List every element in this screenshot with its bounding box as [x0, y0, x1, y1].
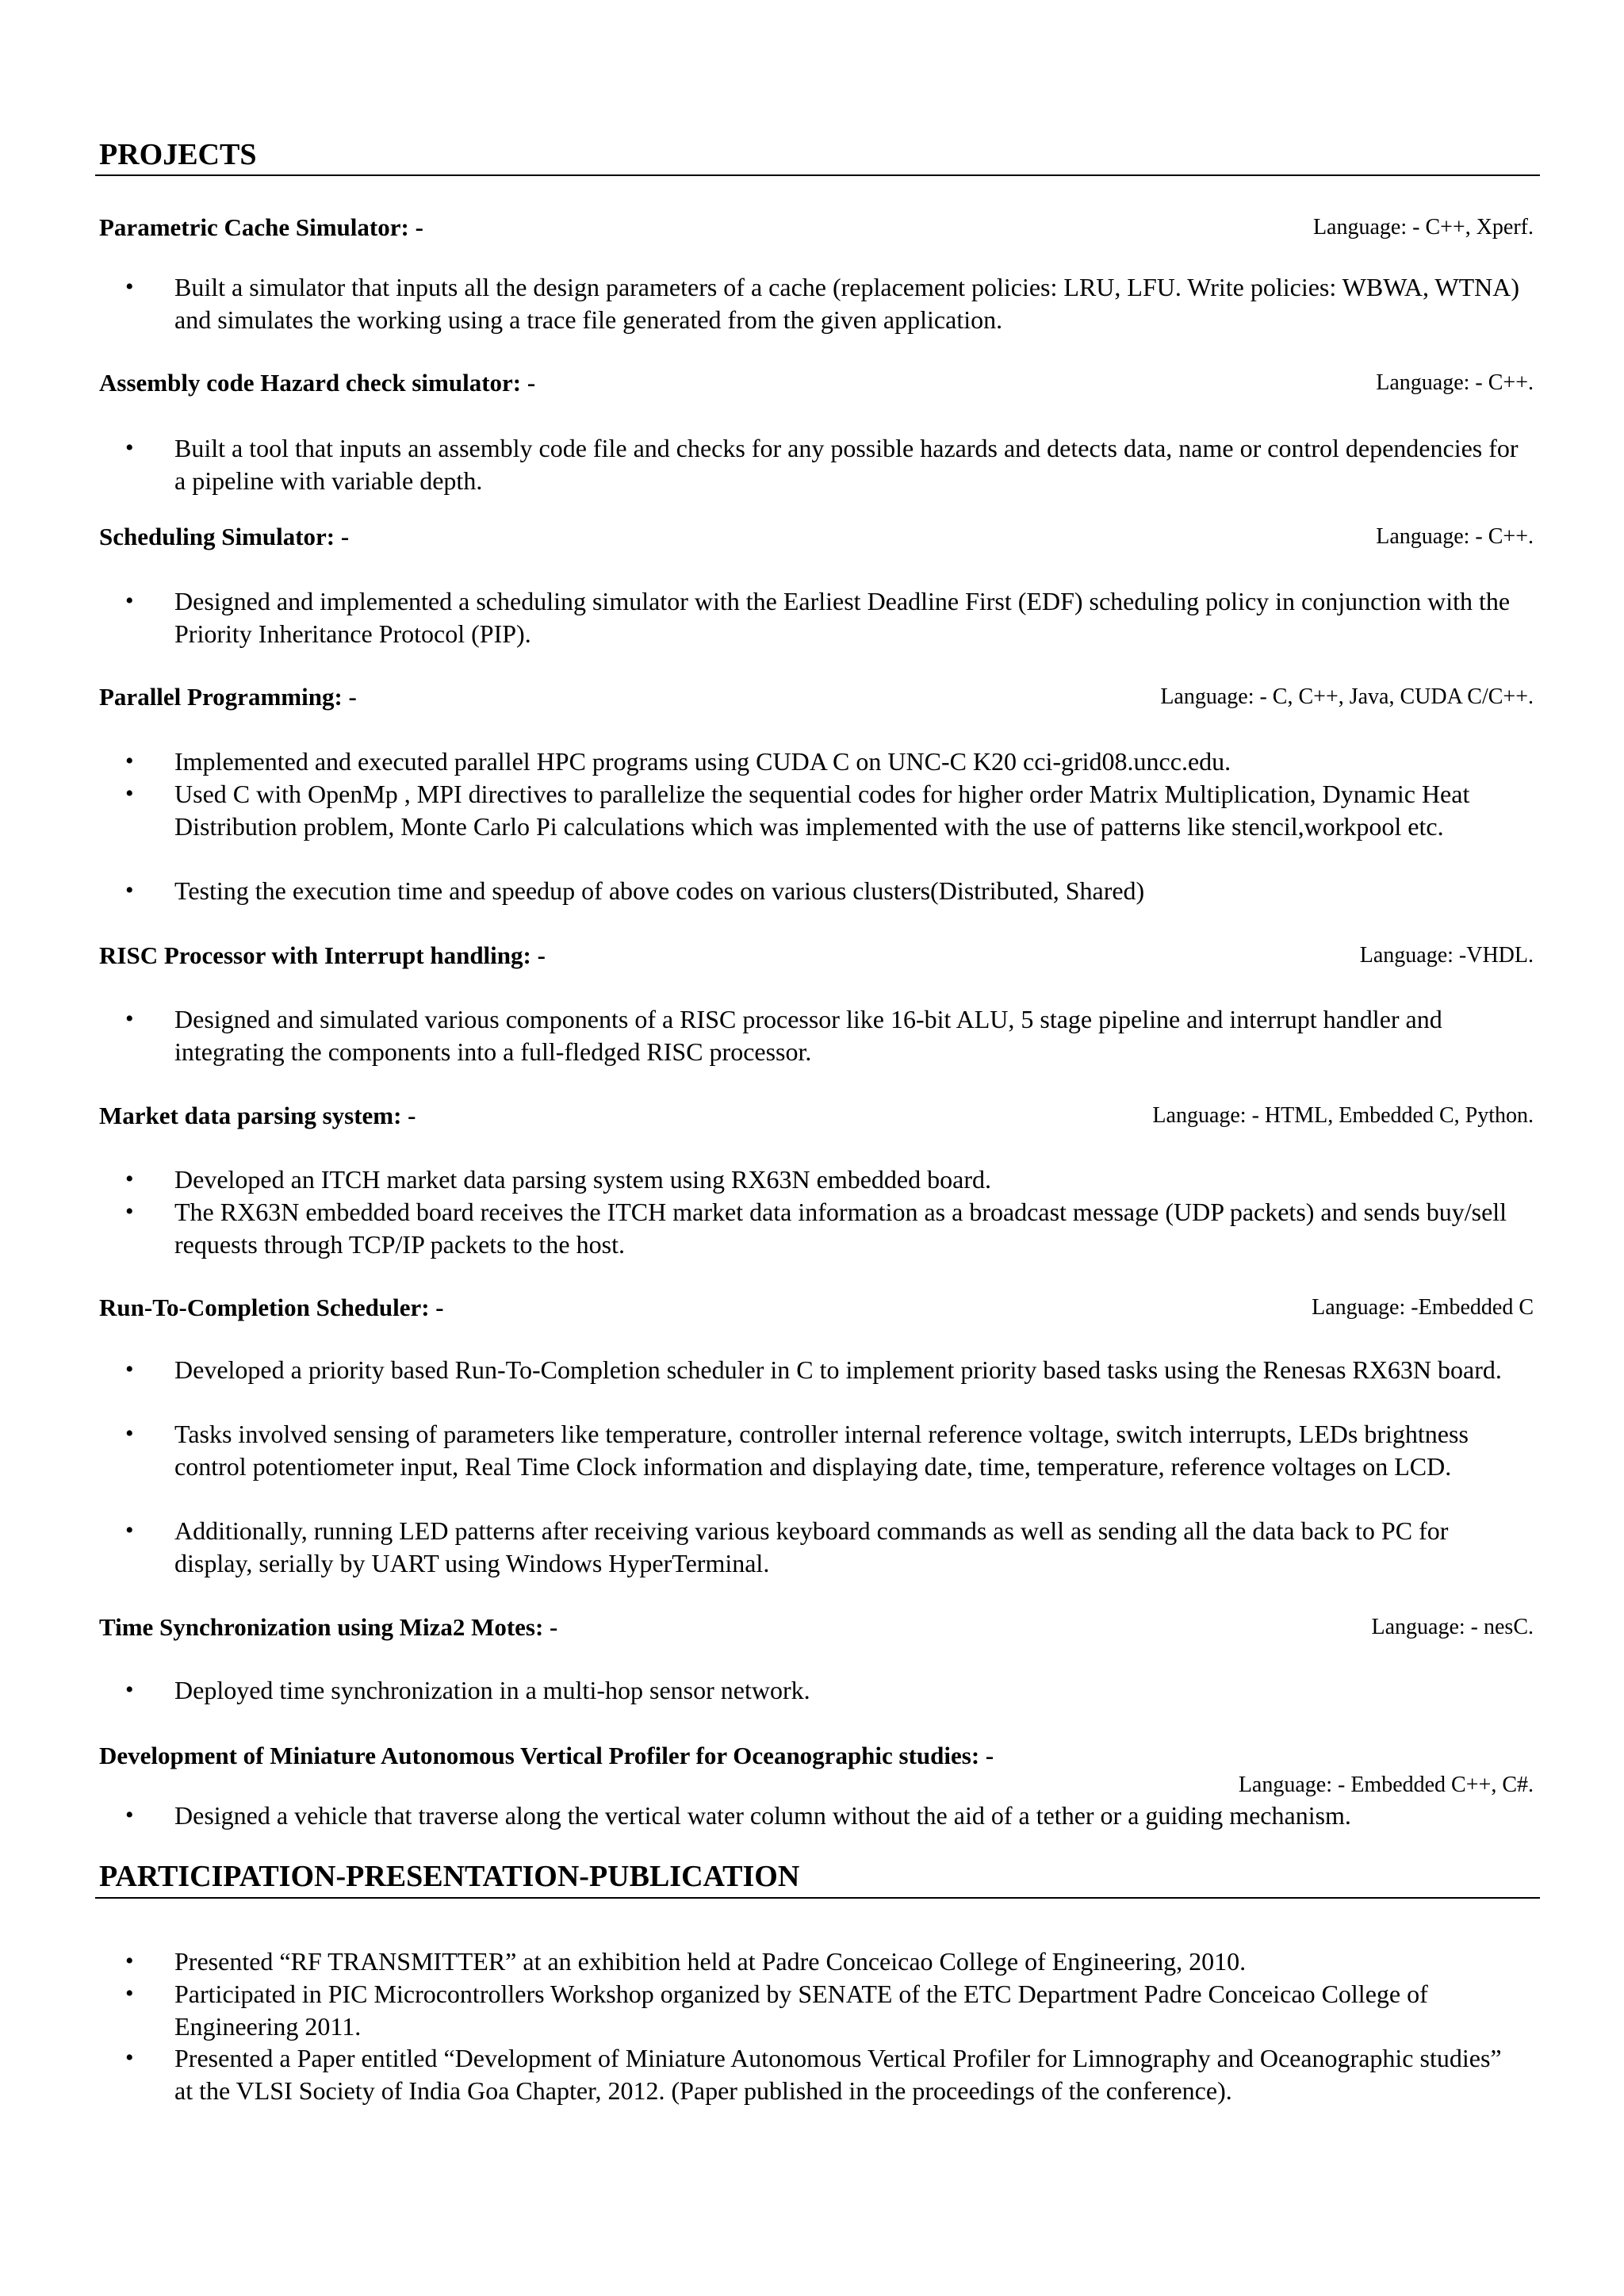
bullet-text: Deployed time synchronization in a multi-hop sensor network. [174, 1676, 810, 1704]
project-title: Scheduling Simulator: - [99, 523, 350, 550]
list-item [125, 1800, 1521, 1832]
project-language: Language: - C++. [1376, 370, 1534, 395]
project-language: Language: - C, C++, Java, CUDA C/C++. [1160, 684, 1534, 709]
project-language: Language: - Embedded C++, C#. [1238, 1773, 1534, 1797]
bullet-glyph: • [125, 1356, 134, 1382]
bullet-glyph: • [125, 1166, 134, 1192]
project-language: Language: - C++. [1376, 524, 1534, 549]
section-divider [95, 1897, 1540, 1899]
list-item [125, 1163, 1521, 1196]
list-item [125, 1945, 1521, 1978]
list-item [125, 2042, 1521, 2106]
bullet-text: Built a tool that inputs an assembly code file and checks for any possible hazards and detects data, name or control dependencies for a pipeline with variable depth. [174, 434, 1519, 495]
bullet-text: Built a simulator that inputs all the design parameters of a cache (replacement policies: LRU, LFU. Write policies: WBWA, WTNA) and simulates the working using a trace file generated from the given application. [174, 273, 1520, 334]
list-item [125, 585, 1521, 650]
list-item [125, 1354, 1521, 1386]
bullet-glyph: • [125, 780, 134, 807]
bullet-text: Tasks involved sensing of parameters like temperature, controller internal reference voltage, switch interrupts, LEDs brightness control potentiometer input, Real Time Clock information and displaying date, time, temperature, reference voltages on LCD. [174, 1420, 1469, 1481]
section-divider [95, 174, 1540, 176]
bullet-text: Additionally, running LED patterns after receiving various keyboard commands as well as sending all the data back to PC for display, serially by UART using Windows HyperTerminal. [174, 1516, 1449, 1577]
project-language: Language: -VHDL. [1359, 943, 1534, 968]
bullet-text: Testing the execution time and speedup of above codes on various clusters(Distributed, Shared) [174, 876, 1145, 905]
bullet-glyph: • [125, 2045, 134, 2071]
bullet-glyph: • [125, 588, 134, 614]
bullet-text: Designed a vehicle that traverse along the vertical water column without the aid of a tether or a guiding mechanism. [174, 1801, 1351, 1830]
bullet-glyph: • [125, 1677, 134, 1703]
bullet-text: Implemented and executed parallel HPC programs using CUDA C on UNC-C K20 cci-grid08.uncc.edu. [174, 747, 1231, 776]
bullet-glyph: • [125, 274, 134, 300]
list-item [125, 1674, 1521, 1707]
bullet-text: Designed and simulated various components of a RISC processor like 16-bit ALU, 5 stage pipeline and interrupt handler and integrating the components into a full-fledged RISC processor. [174, 1005, 1442, 1066]
bullet-text: Presented “RF TRANSMITTER” at an exhibition held at Padre Conceicao College of Engineering, 2010. [174, 1947, 1247, 1976]
list-item [125, 271, 1521, 335]
list-item [125, 778, 1521, 842]
project-title: Market data parsing system: - [99, 1102, 416, 1129]
bullet-glyph: • [125, 1006, 134, 1032]
bullet-text: Developed an ITCH market data parsing system using RX63N embedded board. [174, 1165, 991, 1194]
bullet-text: Participated in PIC Microcontrollers Workshop organized by SENATE of the ETC Department Padre Conceicao College of Engineering 2011. [174, 1980, 1428, 2041]
bullet-text: The RX63N embedded board receives the ITCH market data information as a broadcast message (UDP packets) and sends buy/sell requests through TCP/IP packets to the host. [174, 1198, 1507, 1259]
list-item [125, 875, 1521, 907]
project-language: Language: - nesC. [1371, 1615, 1534, 1639]
bullet-text: Used C with OpenMp , MPI directives to parallelize the sequential codes for higher order Matrix Multiplication, Dynamic Heat Distribution problem, Monte Carlo Pi calculations which was implemented with the use of patterns like stencil,workpool etc. [174, 780, 1470, 841]
bullet-glyph: • [125, 435, 134, 461]
list-item [125, 1418, 1521, 1482]
bullet-glyph: • [125, 1517, 134, 1543]
section-heading-projects: PROJECTS [99, 138, 257, 171]
bullet-text: Designed and implemented a scheduling simulator with the Earliest Deadline First (EDF) scheduling policy in conjunction with the Priority Inheritance Protocol (PIP). [174, 587, 1511, 648]
project-title: Assembly code Hazard check simulator: - [99, 369, 536, 397]
project-language: Language: -Embedded C [1312, 1295, 1534, 1320]
project-language: Language: - C++, Xperf. [1312, 215, 1534, 240]
bullet-glyph: • [125, 748, 134, 774]
bullet-text: Presented a Paper entitled “Development of Miniature Autonomous Vertical Profiler for Limnography and Oceanographic studies” at the VLSI Society of India Goa Chapter, 2012. (Paper published in the proceedings of the conference). [174, 2044, 1502, 2105]
bullet-glyph: • [125, 1420, 134, 1447]
project-title: Time Synchronization using Miza2 Motes: - [99, 1613, 558, 1641]
project-title: Parallel Programming: - [99, 683, 357, 711]
project-title: RISC Processor with Interrupt handling: - [99, 941, 546, 969]
project-title: Parametric Cache Simulator: - [99, 213, 423, 241]
project-title: Development of Miniature Autonomous Vertical Profiler for Oceanographic studies: - [99, 1742, 994, 1769]
list-item [125, 1196, 1521, 1260]
bullet-glyph: • [125, 1802, 134, 1828]
list-item [125, 1978, 1521, 2042]
section-heading-participation: PARTICIPATION-PRESENTATION-PUBLICATION [99, 1860, 800, 1893]
list-item [125, 432, 1521, 496]
list-item [125, 746, 1521, 778]
bullet-text: Developed a priority based Run-To-Completion scheduler in C to implement priority based tasks using the Renesas RX63N board. [174, 1355, 1502, 1384]
bullet-glyph: • [125, 1198, 134, 1225]
bullet-glyph: • [125, 877, 134, 903]
list-item [125, 1003, 1521, 1068]
bullet-glyph: • [125, 1980, 134, 2007]
list-item [125, 1515, 1521, 1579]
project-title: Run-To-Completion Scheduler: - [99, 1294, 444, 1321]
bullet-glyph: • [125, 1948, 134, 1974]
project-language: Language: - HTML, Embedded C, Python. [1152, 1103, 1534, 1128]
